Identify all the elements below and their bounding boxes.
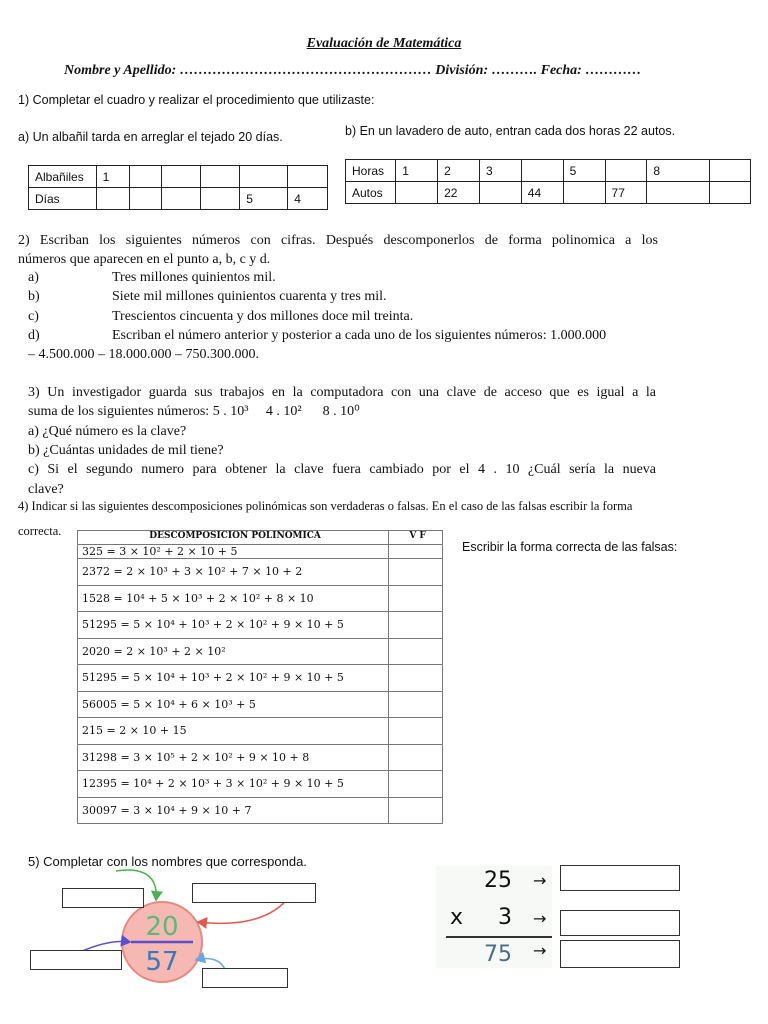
decomposition-cell: 51295 = 5 × 10⁴ + 10³ + 2 × 10² + 9 × 10 + 5 [78, 665, 389, 692]
table-cell[interactable] [161, 188, 200, 210]
vf-answer-cell[interactable] [389, 545, 443, 559]
q2-line2: números que aparecen en el punto a, b, c y d. [18, 252, 271, 267]
decomposition-cell: 51295 = 5 × 10⁴ + 10³ + 2 × 10² + 9 × 10 + 5 [78, 612, 389, 639]
decomposition-cell: 1528 = 10⁴ + 5 × 10³ + 2 × 10² + 8 × 10 [78, 585, 389, 612]
vf-answer-cell[interactable] [389, 638, 443, 665]
table-row [78, 665, 443, 692]
table-row [346, 160, 751, 182]
q4-line1: 4) Indicar si las siguientes descomposiciones polinómicas son verdaderas o falsas. En el caso de las falsas escribir la forma [18, 499, 633, 513]
arrow-factor-a-icon: → [533, 871, 547, 890]
table-row [29, 188, 328, 210]
decomposition-cell: 56005 = 5 × 10⁴ + 6 × 10³ + 5 [78, 691, 389, 718]
vf-answer-cell[interactable] [389, 691, 443, 718]
mult-line [446, 936, 552, 938]
table-cell[interactable] [563, 182, 605, 204]
q3-line1: 3) Un investigador guarda sus trabajos en la computadora con una clave de acceso que es igual a la [28, 385, 656, 400]
row-label: Días [29, 188, 97, 210]
q3-c1: c) Si el segundo numero para obtener la clave fuera cambiado por el 4 . 10 ¿Cuál sería la nueva [28, 462, 656, 477]
q4-line2: correcta. [18, 524, 62, 538]
q2-item-a-text: Tres millones quinientos mil. [112, 270, 276, 285]
table-cell: 1 [396, 160, 438, 182]
table-cell[interactable] [479, 182, 521, 204]
q2-item-b [28, 289, 387, 305]
result-name-box[interactable] [560, 940, 680, 968]
vf-answer-cell[interactable] [389, 559, 443, 586]
denominator-name-box[interactable] [202, 968, 288, 988]
vf-answer-cell[interactable] [389, 718, 443, 745]
table-cell: 4 [288, 188, 328, 210]
table-cell: 5 [240, 188, 288, 210]
fraction-denominator: 57 [145, 947, 179, 977]
table-cell[interactable] [240, 166, 288, 188]
table-row [78, 545, 443, 559]
table-cell[interactable] [161, 166, 200, 188]
vf-answer-cell[interactable] [389, 665, 443, 692]
table-cell: 1 [96, 166, 129, 188]
q2-item-c-label: c) [28, 309, 39, 324]
table-row [78, 559, 443, 586]
poly-header-text: DESCOMPOSICIÓN POLINÓMICA [78, 531, 389, 545]
table-row [78, 797, 443, 824]
q2-item-a-label: a) [28, 270, 39, 285]
decomposition-cell: 325 = 3 × 10² + 2 × 10 + 5 [78, 545, 389, 559]
q2-item-c [28, 309, 413, 325]
table-cell: 3 [479, 160, 521, 182]
table-cell[interactable] [521, 160, 563, 182]
table-cell[interactable] [96, 188, 129, 210]
table-cell[interactable] [129, 166, 161, 188]
page-title: Evaluación de Matemática [306, 36, 462, 51]
decomposition-cell: 31298 = 3 × 10⁵ + 2 × 10² + 9 × 10 + 8 [78, 744, 389, 771]
arrow-result-icon: → [533, 941, 547, 960]
vf-answer-cell[interactable] [389, 585, 443, 612]
q4-side-note: Escribir la forma correcta de las falsas: [462, 540, 678, 554]
table-row [78, 585, 443, 612]
table-cell: 2 [438, 160, 480, 182]
table-cell[interactable] [710, 182, 751, 204]
student-header: Nombre y Apellido: ……………………………………………… División: ………. Fecha: ………… [64, 63, 642, 78]
factor-b: 3 [498, 905, 512, 930]
table-cell[interactable] [647, 182, 710, 204]
q2-line1: 2) Escriban los siguientes números con cifras. Después descomponerlos de forma polinomica a los [18, 233, 658, 248]
mult-sign: x [450, 905, 464, 930]
table-cell: 22 [438, 182, 480, 204]
decomposition-cell: 2372 = 2 × 10³ + 3 × 10² + 7 × 10 + 2 [78, 559, 389, 586]
table-row [78, 638, 443, 665]
decomposition-cell: 215 = 2 × 10 + 15 [78, 718, 389, 745]
q2-item-d-label: d) [28, 328, 40, 343]
bar-name-box[interactable] [30, 950, 122, 970]
q3-a: a) ¿Qué número es la clave? [28, 424, 187, 439]
q3-b: b) ¿Cuántas unidades de mil tiene? [28, 443, 224, 458]
row-label: Albañiles [29, 166, 97, 188]
horas-autos-table [345, 159, 751, 204]
table-cell[interactable] [710, 160, 751, 182]
factor-a: 25 [484, 868, 512, 893]
factor-a-name-box[interactable] [560, 865, 680, 891]
row-label: Horas [346, 160, 396, 182]
q1b-text: b) En un lavadero de auto, entran cada dos horas 22 autos. [345, 124, 676, 138]
mult-result: 75 [484, 942, 512, 967]
table-cell[interactable] [200, 188, 239, 210]
table-cell: 8 [647, 160, 710, 182]
table-row [78, 718, 443, 745]
vf-answer-cell[interactable] [389, 612, 443, 639]
row-label: Autos [346, 182, 396, 204]
vf-answer-cell[interactable] [389, 797, 443, 824]
table-row [78, 691, 443, 718]
q2-item-d-cont: – 4.500.000 – 18.000.000 – 750.300.000. [28, 347, 259, 362]
table-cell[interactable] [288, 166, 328, 188]
table-cell[interactable] [396, 182, 438, 204]
table-cell[interactable] [129, 188, 161, 210]
decomposition-cell: 2020 = 2 × 10³ + 2 × 10² [78, 638, 389, 665]
q1-instruction: 1) Completar el cuadro y realizar el procedimiento que utilizaste: [18, 93, 375, 107]
table-cell: 77 [605, 182, 647, 204]
table-row [346, 182, 751, 204]
fraction-numerator: 20 [145, 912, 179, 942]
poly-table [77, 530, 443, 824]
vf-answer-cell[interactable] [389, 771, 443, 798]
table-row [78, 744, 443, 771]
table-cell: 44 [521, 182, 563, 204]
table-row [29, 166, 328, 188]
fraction-name-box[interactable] [192, 883, 316, 903]
poly-header-vf: V F [389, 531, 443, 545]
vf-answer-cell[interactable] [389, 744, 443, 771]
q1a-text: a) Un albañil tarda en arreglar el tejado 20 días. [18, 130, 283, 144]
q3-line2: suma de los siguientes números: 5 . 10³ 4 . 10² 8 . 10⁰ [28, 404, 360, 419]
q2-item-c-text: Trescientos cincuenta y dos millones doce mil treinta. [112, 309, 414, 324]
q2-item-b-text: Siete mil millones quinientos cuarenta y tres mil. [112, 289, 387, 304]
table-row [78, 771, 443, 798]
factor-b-name-box[interactable] [560, 910, 680, 936]
q5-instruction: 5) Completar con los nombres que corresponda. [28, 854, 307, 869]
poly-header-row [78, 531, 443, 545]
albaniles-table [28, 165, 328, 210]
table-row [78, 612, 443, 639]
numerator-name-box[interactable] [62, 888, 144, 908]
q2-item-a [28, 270, 276, 286]
q2-item-b-label: b) [28, 289, 40, 304]
decomposition-cell: 12395 = 10⁴ + 2 × 10³ + 3 × 10² + 9 × 10 + 5 [78, 771, 389, 798]
q2-item-d [28, 328, 606, 344]
table-cell: 5 [563, 160, 605, 182]
arrow-factor-b-icon: → [533, 909, 547, 928]
table-cell[interactable] [200, 166, 239, 188]
q3-c2: clave? [28, 482, 64, 497]
decomposition-cell: 30097 = 3 × 10⁴ + 9 × 10 + 7 [78, 797, 389, 824]
table-cell[interactable] [605, 160, 647, 182]
q2-item-d-text: Escriban el número anterior y posterior a cada uno de los siguientes números: 1.000.000 [112, 328, 607, 343]
